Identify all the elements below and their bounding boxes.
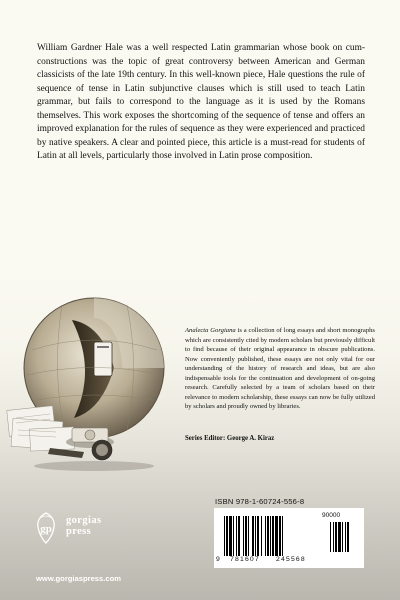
gorgias-press-logo-icon (34, 512, 58, 544)
publisher-name-line-2: press (66, 526, 92, 537)
barcode-lead-digit: 9 (216, 556, 221, 563)
publisher-website: www.gorgiaspress.com (36, 574, 121, 583)
publisher-name (66, 515, 101, 537)
series-description-body: is a collection of long essays and short monographs which are consistently cited by modern scholars but previously difficult to find because of their original appearance in obscure publications. Now conveniently published, these essays are not only vital for our understanding of the history of research and ideas, but are also indispensable tools for the continuation and development of on-going research. Carefully selected by a team of scholars based on their relevance to modern scholarship, these essays can now be fully utilized by scholars and proudly owned by libraries. (185, 327, 376, 410)
barcode-digit-group-1: 781607 (230, 556, 260, 563)
isbn-label: ISBN 978-1-60724-556-8 (215, 497, 305, 506)
series-editor: Series Editor: George A. Kiraz (185, 435, 275, 442)
series-description (185, 326, 375, 412)
back-cover-blurb: William Gardner Hale was a well respected Latin grammarian whose book on cum-constructions was the topic of great controversy between American and German classicists of the late 19th century. In this well-known piece, Hale questions the rule of sequence of tense in Latin subjunctive clauses which is still used to teach Latin grammar, but fails to correspond to the language as it is used by the Romans themselves. This work exposes the shortcoming of the sequence of tense and offers an improved explanation for the rules of sequence as they were experienced and practiced by native speakers. A clear and pointed piece, this article is a must-read for students of Latin at all levels, particularly those involved in Latin prose composition. (37, 43, 365, 162)
globe-with-papers-illustration (2, 290, 178, 480)
publisher-name-line-1: gorgias (66, 515, 102, 526)
price-code: 90000 (322, 512, 341, 519)
svg-text:gp: gp (40, 523, 52, 535)
series-name: Analecta Gorgiana (185, 327, 236, 334)
barcode-digit-group-2: 245568 (276, 556, 306, 563)
